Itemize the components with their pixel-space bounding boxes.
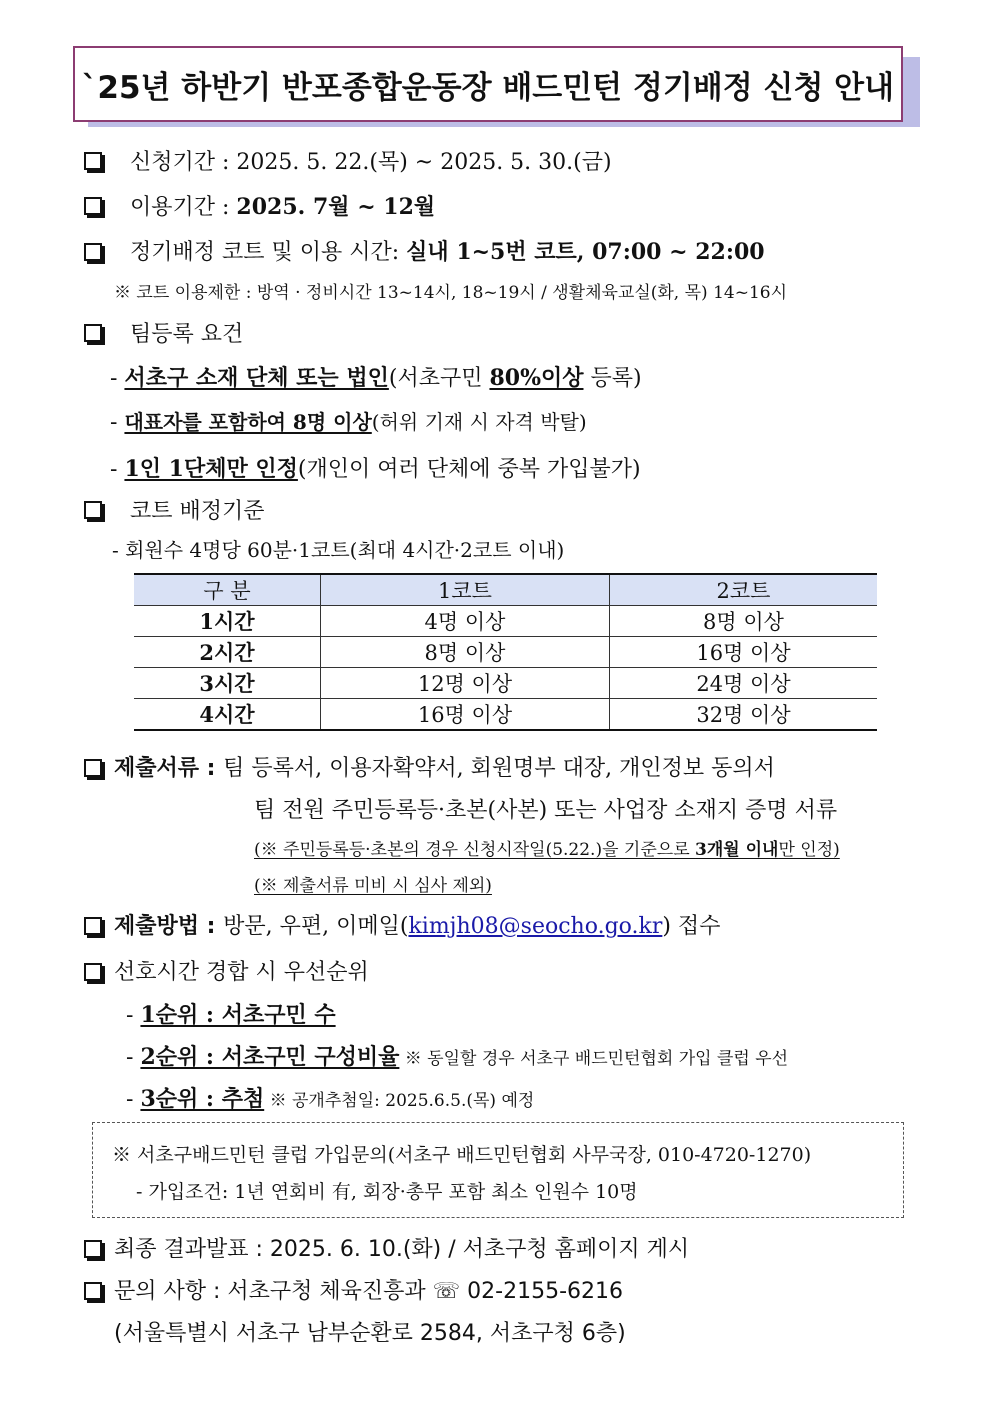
text: 방문, 우편, 이메일( bbox=[223, 914, 409, 939]
team-req-item-3 bbox=[110, 452, 641, 483]
checkbox-icon bbox=[84, 917, 102, 935]
documents bbox=[114, 751, 775, 782]
emphasis: 2순위 : 서초구민 구성비율 bbox=[140, 1044, 400, 1070]
text: (※ 주민등록등·초본의 경우 신청시작일(5.22.)을 기준으로 bbox=[254, 840, 696, 860]
documents-line-1: 팀 등록서, 이용자확약서, 회원명부 대장, 개인정보 동의서 bbox=[223, 756, 775, 781]
priority-2 bbox=[126, 1040, 788, 1071]
checkbox-icon bbox=[84, 501, 102, 519]
table-header-row bbox=[134, 574, 877, 606]
dash: - bbox=[126, 1003, 141, 1028]
note: ※ 동일할 경우 서초구 배드민턴협회 가입 클럽 우선 bbox=[399, 1049, 789, 1069]
text: 만 인정) bbox=[778, 840, 840, 860]
table-cell: 4명 이상 bbox=[321, 606, 610, 637]
table-cell: 32명 이상 bbox=[610, 699, 878, 731]
table-cell: 24명 이상 bbox=[610, 668, 878, 699]
table-cell: 8명 이상 bbox=[610, 606, 878, 637]
use-period-label: 이용기간 bbox=[130, 195, 216, 220]
documents-label: 제출서류 : bbox=[114, 756, 224, 781]
table-cell: 12명 이상 bbox=[321, 668, 610, 699]
emphasis: 1순위 : 서초구민 수 bbox=[140, 1002, 336, 1028]
criteria-desc: - 회원수 4명당 60분·1코트(최대 4시간·2코트 이내) bbox=[112, 538, 565, 562]
text: 등록) bbox=[583, 366, 642, 391]
club-note-line-1: ※ 서초구배드민턴 클럽 가입문의(서초구 배드민턴협회 사무국장, 010-4720-1270) bbox=[112, 1144, 812, 1166]
dash: - bbox=[110, 457, 125, 482]
checkbox-icon bbox=[84, 963, 102, 981]
application-period bbox=[130, 145, 612, 176]
table-row bbox=[134, 668, 877, 699]
priority-heading: 선호시간 경합 시 우선순위 bbox=[114, 960, 369, 985]
allocation-table bbox=[134, 573, 877, 731]
text: (허위 기재 시 자격 박탈) bbox=[371, 410, 587, 434]
email-link[interactable]: kimjh08@seocho.go.kr bbox=[408, 914, 663, 939]
use-period bbox=[130, 190, 435, 221]
dash: - bbox=[110, 410, 125, 435]
documents-note-1 bbox=[254, 835, 840, 860]
documents-line-2: 팀 전원 주민등록등·초본(사본) 또는 사업장 소재지 증명 서류 bbox=[254, 798, 838, 823]
table-row bbox=[134, 606, 877, 637]
table-header: 구 분 bbox=[134, 574, 321, 606]
team-req-item-2 bbox=[110, 406, 587, 435]
table-header: 1코트 bbox=[321, 574, 610, 606]
emphasis: 대표자를 포함하여 8명 이상 bbox=[124, 410, 372, 434]
text: (개인이 여러 단체에 중복 가입불가) bbox=[297, 457, 641, 482]
table-cell: 8명 이상 bbox=[321, 637, 610, 668]
criteria-heading: 코트 배정기준 bbox=[130, 499, 265, 524]
dash: - bbox=[126, 1087, 141, 1112]
table-row bbox=[134, 699, 877, 731]
emphasis: 3개월 이내 bbox=[695, 840, 779, 860]
use-period-value: 2025. 7월 ~ 12월 bbox=[236, 194, 436, 220]
checkbox-icon bbox=[84, 759, 102, 777]
checkbox-icon bbox=[84, 152, 102, 170]
team-requirements-heading: 팀등록 요건 bbox=[130, 322, 244, 347]
contact-address: (서울특별시 서초구 남부순환로 2584, 서초구청 6층) bbox=[114, 1321, 626, 1346]
table-cell: 3시간 bbox=[134, 668, 321, 699]
documents-note-2: (※ 제출서류 미비 시 심사 제외) bbox=[254, 876, 492, 896]
priority-1 bbox=[126, 998, 336, 1029]
team-req-item-1 bbox=[110, 361, 642, 392]
method-label: 제출방법 : bbox=[114, 914, 224, 939]
table-cell: 4시간 bbox=[134, 699, 321, 731]
note: ※ 공개추첨일: 2025.6.5.(목) 예정 bbox=[264, 1091, 535, 1111]
submission-method bbox=[114, 909, 720, 940]
court-time bbox=[130, 235, 765, 266]
contact-line-1: 문의 사항 : 서초구청 체육진흥과 ☏ 02-2155-6216 bbox=[114, 1279, 624, 1304]
club-note-line-2: - 가입조건: 1년 연회비 有, 회장·총무 포함 최소 인원수 10명 bbox=[136, 1181, 638, 1203]
court-time-value: 실내 1~5번 코트, 07:00 ~ 22:00 bbox=[406, 239, 765, 265]
table-cell: 2시간 bbox=[134, 637, 321, 668]
priority-3 bbox=[126, 1082, 534, 1113]
dash: - bbox=[126, 1045, 141, 1070]
text: ) 접수 bbox=[662, 914, 721, 939]
result-announcement: 최종 결과발표 : 2025. 6. 10.(화) / 서초구청 홈페이지 게시 bbox=[114, 1237, 690, 1262]
text: (서초구민 bbox=[388, 366, 490, 391]
emphasis: 3순위 : 추첨 bbox=[140, 1086, 265, 1112]
separator: : bbox=[215, 195, 237, 220]
page-title bbox=[73, 46, 903, 122]
checkbox-icon bbox=[84, 1282, 102, 1300]
checkbox-icon bbox=[84, 197, 102, 215]
separator: : bbox=[215, 150, 237, 175]
checkbox-icon bbox=[84, 1240, 102, 1258]
application-period-label: 신청기간 bbox=[130, 150, 216, 175]
emphasis: 1인 1단체만 인정 bbox=[124, 456, 298, 482]
checkbox-icon bbox=[84, 243, 102, 261]
court-restriction-note: ※ 코트 이용제한 : 방역 · 정비시간 13~14시, 18~19시 / 생활체육교실(화, 목) 14~16시 bbox=[114, 283, 788, 303]
court-time-label: 정기배정 코트 및 이용 시간: bbox=[130, 240, 407, 265]
table-row bbox=[134, 637, 877, 668]
table-header: 2코트 bbox=[610, 574, 878, 606]
emphasis: 80%이상 bbox=[489, 365, 584, 391]
checkbox-icon bbox=[84, 324, 102, 342]
dash: - bbox=[110, 366, 125, 391]
emphasis: 서초구 소재 단체 또는 법인 bbox=[124, 365, 389, 391]
table-cell: 16명 이상 bbox=[321, 699, 610, 731]
table-cell: 1시간 bbox=[134, 606, 321, 637]
application-period-value: 2025. 5. 22.(목) ~ 2025. 5. 30.(금) bbox=[236, 150, 612, 175]
page-title-text: `25년 하반기 반포종합운동장 배드민턴 정기배정 신청 안내 bbox=[81, 69, 895, 106]
table-cell: 16명 이상 bbox=[610, 637, 878, 668]
